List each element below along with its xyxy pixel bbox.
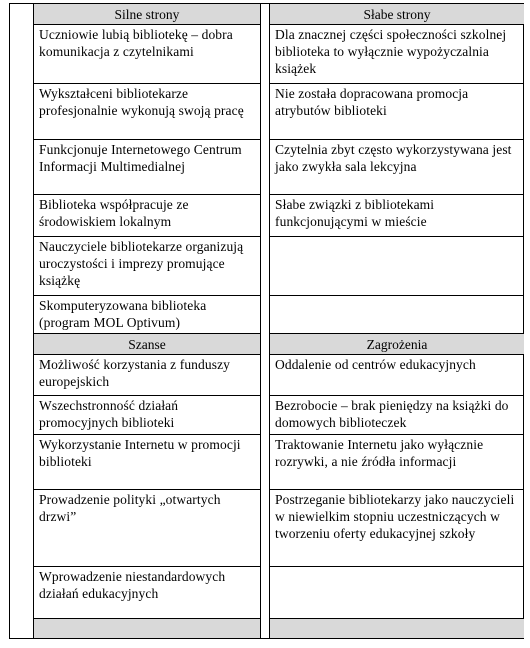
weakness-cell [270,296,524,334]
strength-cell: Wykształceni bibliotekarze profesjonalnie wykonują swoją pracę [34,84,260,140]
strength-cell: Nauczyciele bibliotekarze organizują uroczystości i imprezy promujące książkę [34,237,260,296]
weakness-cell: Czytelnia zbyt często wykorzystywana jest jako zwykła sala lekcyjna [270,140,524,195]
threat-cell: Postrzeganie bibliotekarzy jako nauczycieli w niewielkim stopniu uczestniczących w tworzeniu oferty edukacyjnej szkoły [270,490,524,567]
threat-cell: Traktowanie Internetu jako wyłącznie rozrywki, a nie źródła informacji [270,435,524,490]
strength-cell: Skomputeryzowana biblioteka (program MOL Optivum) [34,296,260,334]
opportunity-cell: Wszechstronność działań promocyjnych biblioteki [34,396,260,435]
left-column [33,4,261,638]
opportunity-cell: Wprowadzenie niestandardowych działań edukacyjnych [39,569,226,601]
opportunities-header: Szanse [34,334,260,355]
strengths-header: Silne strony [34,4,260,25]
weakness-cell [270,237,524,296]
threat-cell: Oddalenie od centrów edukacyjnych [270,355,524,396]
threat-cell: Bezrobocie – brak pieniędzy na książki do domowych biblioteczek [270,396,524,435]
table-footer-band [270,618,524,638]
weaknesses-header: Słabe strony [270,4,524,25]
strength-cell: Biblioteka współpracuje ze środowiskiem lokalnym [34,195,260,237]
strength-cell: Uczniowie lubią bibliotekę – dobra komunikacja z czytelnikami [34,25,260,84]
threats-header: Zagrożenia [270,334,524,355]
threat-cell [270,567,524,620]
opportunity-cell: Prowadzenie polityki „otwartych drzwi” [34,490,260,567]
weakness-cell: Dla znacznej części społeczności szkolnej biblioteka to wyłącznie wypożyczalnia książek [270,25,524,84]
strength-cell: Funkcjonuje Internetowego Centrum Informacji Multimedialnej [34,140,260,195]
swot-table [9,3,524,639]
opportunity-cell: Możliwość korzystania z funduszy europejskich [34,355,260,396]
opportunity-cell: Wykorzystanie Internetu w promocji biblioteki [34,435,260,490]
weakness-cell: Nie została dopracowana promocja atrybutów biblioteki [270,84,524,140]
weakness-cell: Słabe związki z bibliotekami funkcjonującymi w mieście [270,195,524,237]
right-column [269,4,524,638]
table-footer-band [34,618,260,638]
